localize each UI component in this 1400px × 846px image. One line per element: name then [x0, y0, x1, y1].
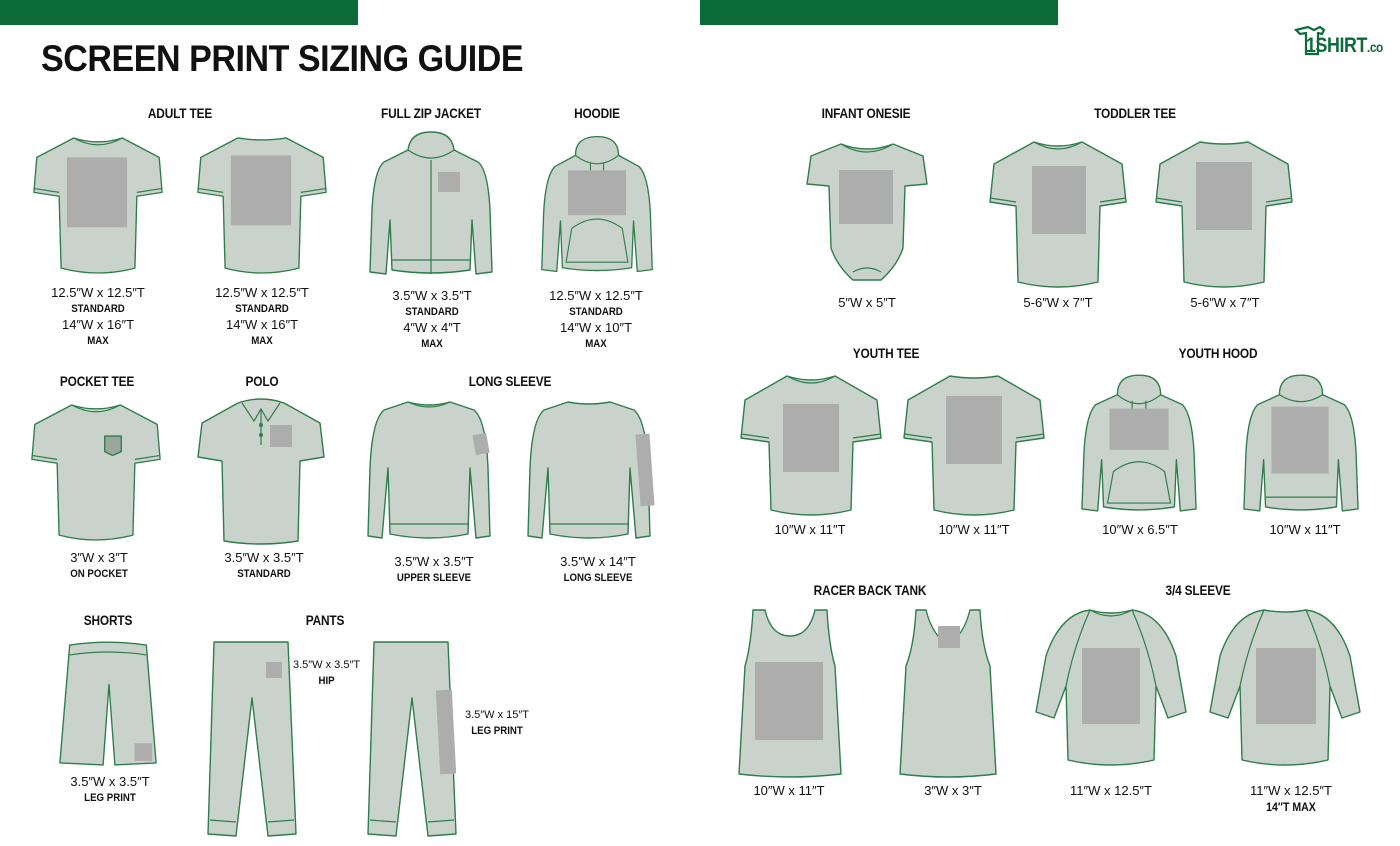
brand-logo-text	[1306, 34, 1383, 58]
heading-youth-tee: YOUTH TEE	[852, 346, 920, 361]
toddler-tee-back-illustration	[1154, 138, 1294, 290]
size-text: 5-6″W x 7″T	[1190, 295, 1260, 310]
heading-pocket-tee: POCKET TEE	[59, 374, 135, 389]
heading-pants: PANTS	[305, 613, 345, 628]
caption-raglan-front	[1070, 783, 1152, 799]
heading-shorts: SHORTS	[83, 613, 133, 628]
max-size-text: 14″W x 16″T	[61, 317, 135, 332]
max-size-text: 14″W x 10″T	[559, 320, 633, 335]
max-size-text: 4″W x 4″T	[403, 320, 461, 335]
three-quarter-sleeve-front-illustration	[1034, 606, 1188, 770]
header-bar-left	[0, 0, 358, 25]
max-label: MAX	[421, 338, 443, 350]
max-label: MAX	[251, 335, 273, 347]
heading-racer-back-tank: RACER BACK TANK	[813, 583, 927, 598]
caption-polo	[224, 550, 303, 582]
heading-full-zip-jacket: FULL ZIP JACKET	[381, 106, 481, 121]
pants-back-illustration	[364, 638, 460, 838]
print-area	[438, 172, 460, 192]
heading-toddler-tee: TODDLER TEE	[1094, 106, 1176, 121]
heading-infant-onesie: INFANT ONESIE	[821, 106, 911, 121]
youth-hood-front-illustration	[1078, 372, 1200, 516]
caption-youth-tee-back	[938, 522, 1009, 538]
caption-pants-hip	[293, 657, 360, 689]
size-label: LEG PRINT	[84, 792, 136, 804]
print-area	[946, 396, 1002, 464]
heading-three-quarter-sleeve: 3/4 SLEEVE	[1165, 583, 1231, 598]
size-label: LEG PRINT	[471, 725, 523, 737]
caption-shorts	[70, 774, 149, 806]
pocket-tee-illustration	[28, 398, 164, 546]
max-size-text: 14″W x 16″T	[225, 317, 299, 332]
youth-tee-front-illustration	[739, 372, 883, 518]
size-label: 14″T MAX	[1266, 800, 1316, 814]
size-label: ON POCKET	[70, 568, 128, 580]
racer-back-tank-back-illustration	[896, 606, 1000, 778]
size-text: 11″W x 12.5″T	[1070, 783, 1152, 798]
print-area	[266, 662, 282, 678]
header-bar-right	[700, 0, 1058, 25]
print-area	[1032, 166, 1086, 234]
size-text: 12.5″W x 12.5″T	[51, 285, 145, 300]
size-label: STANDARD	[235, 303, 289, 315]
size-text: 3″W x 3″T	[70, 550, 128, 565]
size-text: 10″W x 6.5″T	[1102, 522, 1178, 537]
size-text: 3.5″W x 15″T	[465, 709, 530, 721]
caption-youth-hood-front	[1102, 522, 1178, 538]
heading-long-sleeve: LONG SLEEVE	[468, 374, 552, 389]
caption-onesie	[838, 295, 896, 311]
print-area	[783, 404, 839, 472]
size-text: 10″W x 11″T	[938, 522, 1010, 537]
size-text: 3.5″W x 3.5″T	[392, 288, 472, 303]
print-area	[1109, 409, 1168, 450]
print-area	[1271, 407, 1328, 474]
print-area	[270, 425, 292, 447]
size-text: 3.5″W x 3.5″T	[394, 554, 474, 569]
long-sleeve-front-illustration	[366, 398, 492, 542]
youth-tee-back-illustration	[902, 372, 1046, 518]
adult-tee-front-illustration	[30, 130, 166, 280]
size-label: UPPER SLEEVE	[396, 572, 472, 584]
print-area	[1196, 162, 1252, 230]
size-text: 10″W x 11″T	[1269, 522, 1341, 537]
size-label: HIP	[318, 675, 335, 687]
brand-suffix: .co	[1366, 39, 1383, 55]
size-text: 10″W x 11″T	[774, 522, 846, 537]
caption-youth-tee-front	[774, 522, 845, 538]
print-area	[839, 170, 893, 224]
long-sleeve-back-illustration	[526, 398, 666, 542]
caption-adult-front	[51, 285, 145, 349]
size-label: LONG SLEEVE	[563, 572, 633, 584]
size-text: 3.5″W x 14″T	[560, 554, 636, 569]
three-quarter-sleeve-back-illustration	[1208, 606, 1362, 770]
caption-long-sleeve	[559, 554, 637, 586]
print-area	[231, 155, 291, 225]
caption-tank-back	[924, 783, 982, 799]
size-label: STANDARD	[71, 303, 125, 315]
size-text: 12.5″W x 12.5″T	[215, 285, 309, 300]
caption-pants-leg	[465, 707, 529, 739]
max-label: MAX	[585, 338, 607, 350]
heading-adult-tee: ADULT TEE	[147, 106, 213, 121]
print-area	[755, 662, 823, 740]
polo-illustration	[196, 394, 326, 546]
caption-hoodie	[549, 288, 643, 352]
caption-adult-back	[215, 285, 309, 349]
heading-youth-hood: YOUTH HOOD	[1178, 346, 1258, 361]
brand-name: 1SHIRT	[1306, 34, 1367, 57]
size-text: 10″W x 11″T	[753, 783, 825, 798]
size-text: 3″W x 3″T	[924, 783, 982, 798]
print-area	[568, 170, 626, 215]
print-area	[67, 157, 127, 227]
hoodie-illustration	[538, 130, 656, 280]
size-text: 11″W x 12.5″T	[1250, 783, 1332, 798]
size-text: 12.5″W x 12.5″T	[549, 288, 643, 303]
print-area	[135, 743, 153, 761]
size-label: STANDARD	[569, 306, 623, 318]
size-text: 3.5″W x 3.5″T	[293, 659, 361, 671]
youth-hood-back-illustration	[1240, 372, 1362, 516]
size-label: STANDARD	[405, 306, 459, 318]
heading-hoodie: HOODIE	[574, 106, 620, 121]
print-area	[1256, 648, 1316, 724]
caption-jacket	[392, 288, 471, 352]
caption-upper-sleeve	[392, 554, 476, 586]
page-title: SCREEN PRINT SIZING GUIDE	[41, 38, 524, 79]
full-zip-jacket-illustration	[368, 130, 494, 278]
size-text: 3.5″W x 3.5″T	[70, 774, 150, 789]
adult-tee-back-illustration	[194, 130, 330, 280]
caption-toddler-front	[1023, 295, 1092, 311]
racer-back-tank-front-illustration	[735, 606, 845, 778]
caption-tank-front	[753, 783, 824, 799]
size-label: STANDARD	[237, 568, 291, 580]
caption-youth-hood-back	[1269, 522, 1340, 538]
shorts-illustration	[54, 638, 162, 772]
caption-pocket	[66, 550, 131, 582]
heading-polo: POLO	[245, 374, 279, 389]
size-text: 5-6″W x 7″T	[1023, 295, 1093, 310]
max-label: MAX	[87, 335, 109, 347]
caption-raglan-back	[1250, 783, 1332, 815]
print-area	[1082, 648, 1140, 724]
size-text: 3.5″W x 3.5″T	[224, 550, 304, 565]
pants-front-illustration	[204, 638, 300, 838]
print-area	[938, 626, 960, 648]
infant-onesie-illustration	[805, 138, 929, 284]
size-text: 5″W x 5″T	[838, 295, 896, 310]
caption-toddler-back	[1190, 295, 1259, 311]
toddler-tee-front-illustration	[988, 138, 1128, 290]
